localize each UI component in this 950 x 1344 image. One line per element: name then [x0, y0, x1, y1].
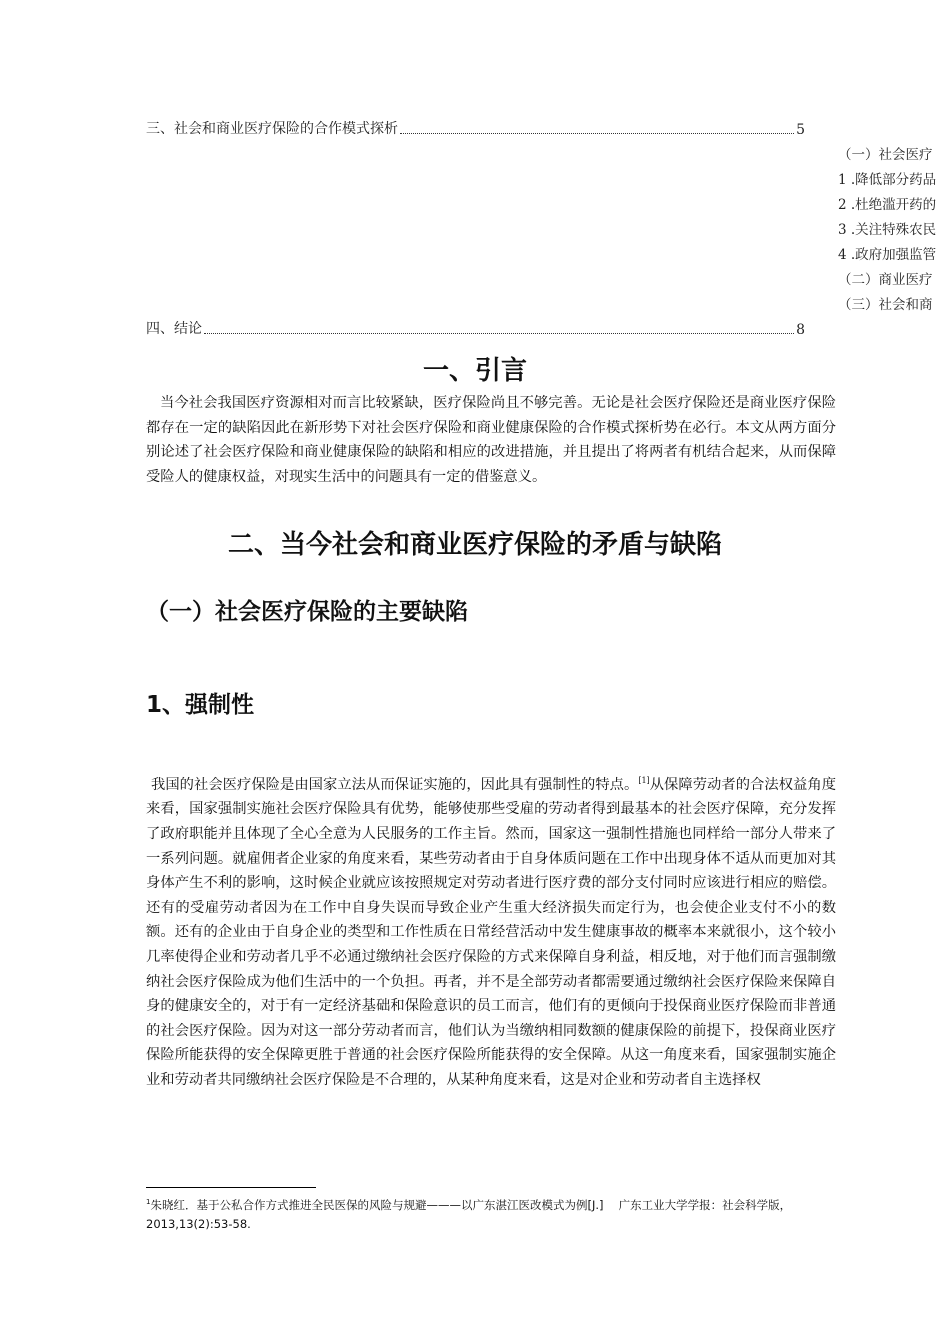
- toc-right-item-1[interactable]: （一）社会医疗: [838, 147, 933, 163]
- toc-right-item-6[interactable]: （二）商业医疗: [838, 272, 933, 288]
- toc-item-4[interactable]: [146, 318, 805, 338]
- toc-right-item-2[interactable]: 1 .降低部分药品: [838, 172, 937, 188]
- subsection-heading: （一）社会医疗保险的主要缺陷: [146, 599, 468, 625]
- footnote-text: 朱晓红．基于公私合作方式推进全民医保的风险与规避———以广东湛江医改模式为例[J.] 广东工业大学学报：社会科学版，2013,13(2):53-58.: [146, 1197, 792, 1231]
- toc-item-3-label: 三、社会和商业医疗保险的合作模式探析: [146, 121, 398, 137]
- citation-ref[interactable]: [1]: [638, 776, 650, 785]
- body-text-after: 从保障劳动者的合法权益角度来看，国家强制实施社会医疗保险具有优势，能够使那些受雇的劳动者得到最基本的社会医疗保障，充分发挥了政府职能并且体现了全心全意为人民服务的工作主旨。然而，国家这一强制性措施也同样给一部分人带来了一系列问题。就雇佣者企业家的角度来看，某些劳动者由于自身体质问题在工作中出现身体不适从而更加对其身体产生不利的影响，这时候企业就应该按照规定对劳动者进行医疗费的部分支付同时应该进行相应的赔偿。还有的受雇劳动者因为在工作中自身失误而导致企业产生重大经济损失而定行为，也会使企业支付不小的数额。还有的企业由于自身企业的类型和工作性质在日常经营活动中发生健康事故的概率本来就很小，这个较小几率使得企业和劳动者几乎不必通过缴纳社会医疗保险的方式来保障自身利益，相反地，对于他们而言强制缴纳社会医疗保险成为他们生活中的一个负担。再者，并不是全部劳动者都需要通过缴纳社会医疗保险来保障自身的健康安全的，对于有一定经济基础和保险意识的员工而言，他们有的更倾向于投保商业医疗保险而非普通的社会医疗保险。因为对这一部分劳动者而言，他们认为当缴纳相同数额的健康保险的前提下，投保商业医疗保险所能获得的安全保障更胜于普通的社会医疗保险所能获得的安全保障。从这一角度来看，国家强制实施企业和劳动者共同缴纳社会医疗保险是不合理的，从某种角度来看，这是对企业和劳动者自主选择权: [146, 776, 837, 1088]
- section-1-heading: 一、引言: [422, 356, 527, 386]
- toc-right-item-3[interactable]: 2 .杜绝滥开药的: [838, 197, 937, 213]
- toc-item-3[interactable]: [146, 118, 805, 138]
- section-2-heading: 二、当今社会和商业医疗保险的矛盾与缺陷: [227, 530, 722, 560]
- toc-leader: [400, 132, 794, 134]
- body-text-before: 我国的社会医疗保险是由国家立法从而保证实施的，因此具有强制性的特点。: [151, 776, 639, 793]
- toc-right-item-7[interactable]: （三）社会和商: [838, 297, 933, 313]
- toc-leader: [204, 332, 794, 334]
- footnote-mark: 1: [146, 1198, 151, 1206]
- toc-item-4-page: 8: [796, 322, 805, 338]
- toc-item-4-label: 四、结论: [146, 321, 202, 337]
- toc-right-item-5[interactable]: 4 .政府加强监管: [838, 247, 937, 263]
- footnote: [146, 1193, 836, 1234]
- toc-right-item-4[interactable]: 3 .关注特殊农民: [838, 222, 937, 238]
- subsubsection-heading: 1、强制性: [146, 692, 255, 718]
- toc-item-3-page: 5: [796, 122, 805, 138]
- footnote-separator: [146, 1187, 316, 1188]
- section-1-body: 当今社会我国医疗资源相对而言比较紧缺，医疗保险尚且不够完善。无论是社会医疗保险还是商业医疗保险都存在一定的缺陷因此在新形势下对社会医疗保险和商业健康保险的合作模式探析势在必行。本文从两方面分别论述了社会医疗保险和商业健康保险的缺陷和相应的改进措施，并且提出了将两者有机结合起来，从而保障受险人的健康权益，对现实生活中的问题具有一定的借鉴意义。: [146, 395, 836, 485]
- section-2-body: [146, 769, 836, 1092]
